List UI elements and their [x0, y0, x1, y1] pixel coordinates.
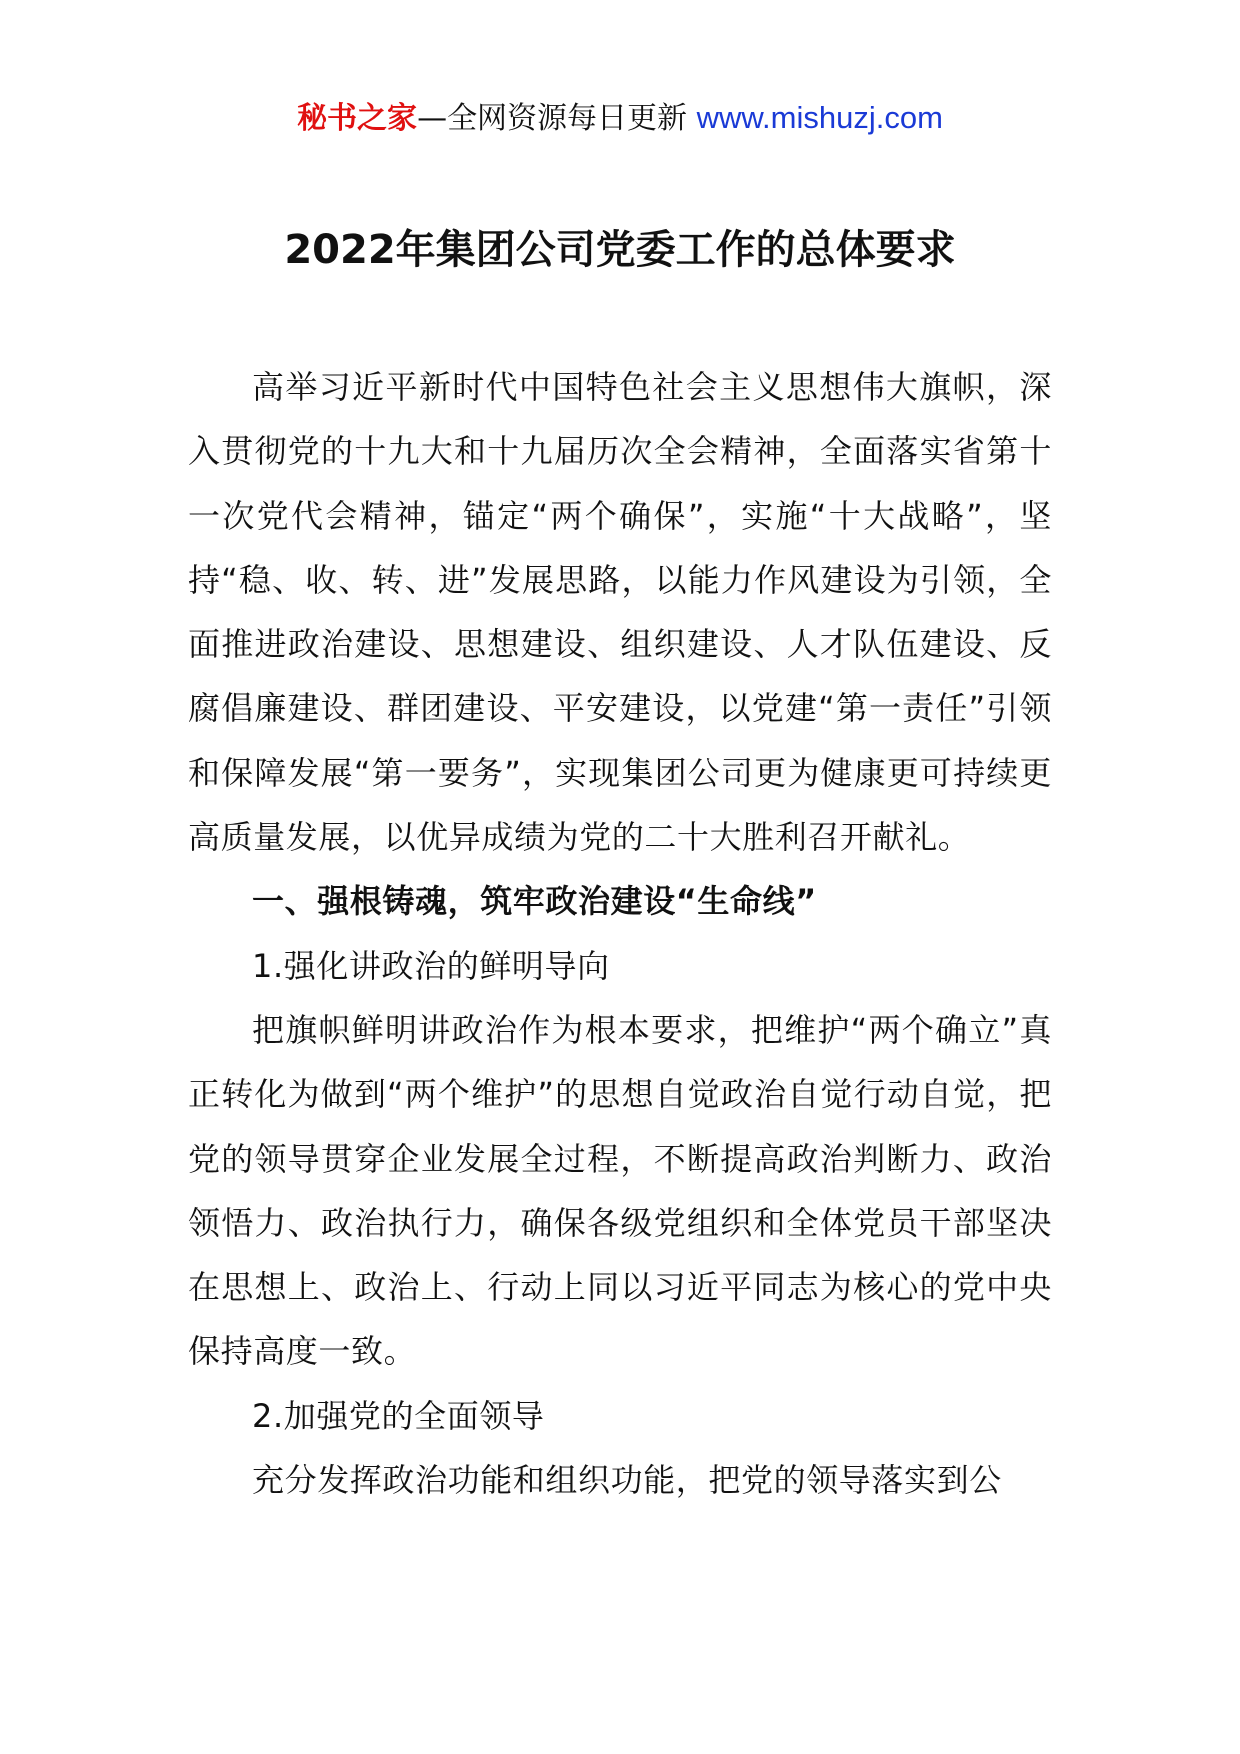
- site-tagline: —全网资源每日更新: [417, 101, 688, 136]
- intro-paragraph: 高举习近平新时代中国特色社会主义思想伟大旗帜，深入贯彻党的十九大和十九届历次全会精神，全面落实省第十一次党代会精神，锚定“两个确保”，实施“十大战略”，坚持“稳、收、转、进”发展思路，以能力作风建设为引领，全面推进政治建设、思想建设、组织建设、人才队伍建设、反腐倡廉建设、群团建设、平安建设，以党建“第一责任”引领和保障发展“第一要务”，实现集团公司更为健康更可持续更高质量发展，以优异成绩为党的二十大胜利召开献礼。: [188, 368, 1052, 857]
- brand-name: 秘书之家: [297, 101, 418, 136]
- subsection-paragraph: 把旗帜鲜明讲政治作为根本要求，把维护“两个确立”真正转化为做到“两个维护”的思想自觉政治自觉行动自觉，把党的领导贯穿企业发展全过程，不断提高政治判断力、政治领悟力、政治执行力，确保各级党组织和全体党员干部坚决在思想上、政治上、行动上同以习近平同志为核心的党中央保持高度一致。: [188, 1010, 1052, 1371]
- section-heading: 一、强根铸魂，筑牢政治建设“生命线”: [252, 882, 817, 921]
- site-url-link[interactable]: www.mishuzj.com: [696, 100, 943, 135]
- site-header: [0, 98, 1240, 139]
- subsection-paragraph: 充分发挥政治功能和组织功能，把党的领导落实到公: [252, 1461, 1002, 1500]
- subsection-title: 1.强化讲政治的鲜明导向: [252, 946, 610, 985]
- subsection-title: 2.加强党的全面领导: [252, 1396, 545, 1435]
- document-title: 2022年集团公司党委工作的总体要求: [284, 227, 956, 273]
- document-body: [188, 355, 1052, 1512]
